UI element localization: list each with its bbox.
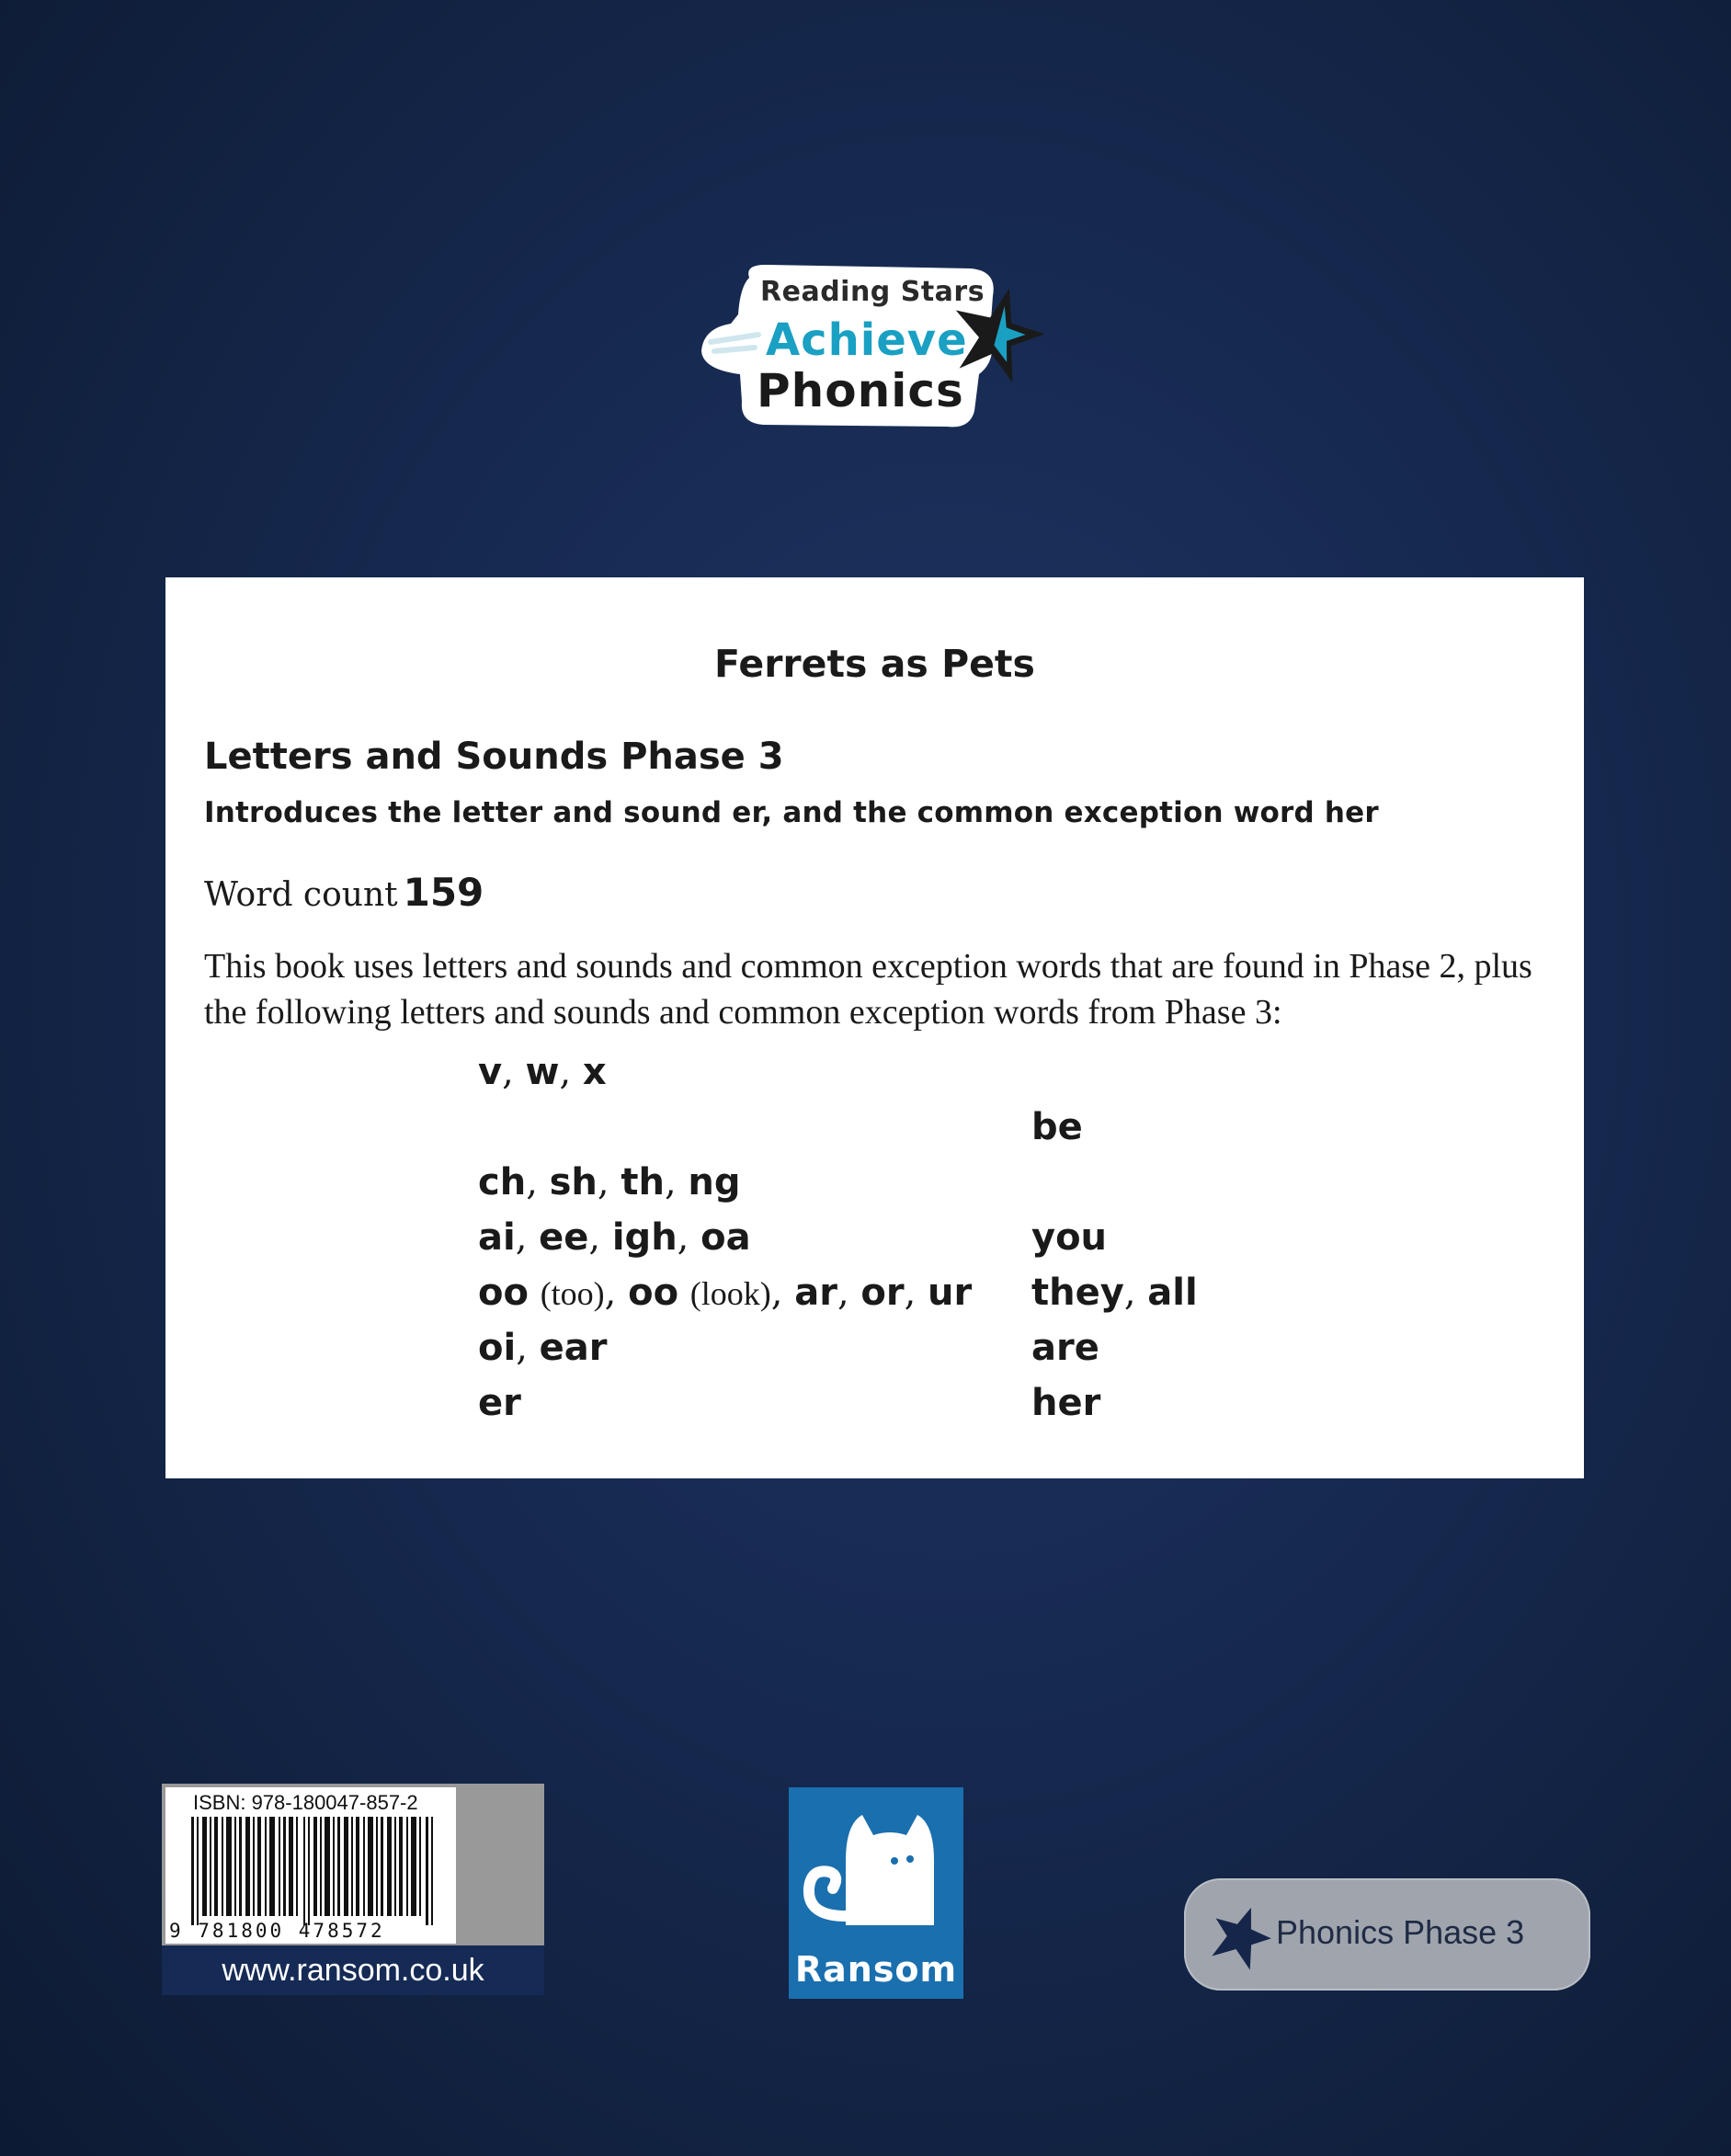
sound: igh xyxy=(611,1216,678,1259)
sound-note: (too) xyxy=(540,1275,605,1312)
sound: ur xyxy=(928,1272,973,1314)
reading-stars-logo xyxy=(694,259,1053,434)
separator: , xyxy=(516,1327,540,1369)
separator: , xyxy=(588,1216,612,1259)
phase-description: Introduces the letter and sound er, and the common exception word her xyxy=(204,796,1379,829)
sounds-row xyxy=(478,1044,972,1100)
exception-word: all xyxy=(1147,1272,1198,1314)
separator: , xyxy=(604,1272,629,1314)
word-count-label: Word count xyxy=(204,876,398,914)
sound: or xyxy=(860,1272,905,1314)
sound: x xyxy=(582,1051,607,1093)
sound: er xyxy=(478,1382,521,1424)
sound: v xyxy=(478,1051,503,1093)
separator: , xyxy=(515,1216,540,1259)
sound: ee xyxy=(539,1216,589,1259)
separator: , xyxy=(1123,1272,1148,1314)
exception-words-column xyxy=(1031,1044,1198,1431)
exception-word: you xyxy=(1031,1216,1108,1259)
exception-word: are xyxy=(1031,1327,1099,1369)
exception-word: her xyxy=(1031,1382,1101,1424)
sounds-row-empty xyxy=(478,1100,972,1155)
publisher-logo xyxy=(789,1787,963,1999)
separator: , xyxy=(502,1051,526,1093)
badge-label: Phonics Phase 3 xyxy=(1276,1913,1525,1951)
cat-icon xyxy=(789,1787,963,1953)
sounds-row xyxy=(478,1320,972,1375)
words-row xyxy=(1031,1100,1198,1155)
barcode-block xyxy=(162,1784,544,1995)
words-row xyxy=(1031,1210,1198,1265)
phonics-phase-badge xyxy=(1184,1878,1590,1991)
exception-word: they xyxy=(1031,1272,1124,1314)
phase-heading: Letters and Sounds Phase 3 xyxy=(204,736,784,778)
sounds-row xyxy=(478,1375,972,1431)
sound: w xyxy=(525,1051,560,1093)
book-info-panel xyxy=(165,577,1584,1478)
word-count xyxy=(204,870,484,915)
sound: th xyxy=(621,1161,665,1203)
sound: ai xyxy=(478,1216,516,1259)
isbn-text: ISBN: 978-180047-857-2 xyxy=(193,1791,418,1814)
sound-note: (look) xyxy=(689,1275,771,1312)
separator: , xyxy=(677,1216,701,1259)
sounds-row xyxy=(478,1265,972,1320)
sounds-row xyxy=(478,1210,972,1265)
sound: ng xyxy=(688,1161,741,1203)
sound: ar xyxy=(794,1272,837,1314)
sound: sh xyxy=(549,1161,598,1203)
separator: , xyxy=(526,1161,550,1203)
logo-text-reading-stars: Reading Stars xyxy=(760,276,985,308)
words-row xyxy=(1031,1375,1198,1431)
sound: oo xyxy=(628,1272,679,1314)
sound: ear xyxy=(539,1327,608,1369)
separator: , xyxy=(597,1161,621,1203)
sound: oo xyxy=(478,1272,529,1314)
description-paragraph: This book uses letters and sounds and common exception words that are found in Phase 2, plus the following letters and sounds and common exception words from Phase 3: xyxy=(204,947,1532,1032)
sound: ch xyxy=(478,1161,527,1203)
website-url: www.ransom.co.uk xyxy=(162,1945,544,1995)
phase3-sounds-column xyxy=(478,1044,972,1431)
words-row-empty xyxy=(1031,1155,1198,1210)
publisher-name: Ransom xyxy=(794,1949,958,1990)
star-icon xyxy=(1204,1899,1278,1972)
logo-text-phonics: Phonics xyxy=(757,364,964,417)
exception-word: be xyxy=(1031,1106,1083,1148)
barcode-label xyxy=(165,1787,456,1944)
word-count-value: 159 xyxy=(403,870,484,915)
book-title: Ferrets as Pets xyxy=(714,642,1035,686)
separator: , xyxy=(770,1272,795,1314)
words-row xyxy=(1031,1265,1198,1320)
separator: , xyxy=(904,1272,928,1314)
barcode-digits: 9 781800 478572 xyxy=(169,1920,385,1942)
separator: , xyxy=(664,1161,689,1203)
sound: oi xyxy=(478,1327,517,1369)
logo-text-achieve: Achieve xyxy=(766,314,968,366)
sounds-row xyxy=(478,1155,972,1210)
sound: oa xyxy=(700,1216,751,1259)
words-row xyxy=(1031,1320,1198,1375)
words-row-empty xyxy=(1031,1044,1198,1100)
separator: , xyxy=(559,1051,583,1093)
separator: , xyxy=(837,1272,861,1314)
